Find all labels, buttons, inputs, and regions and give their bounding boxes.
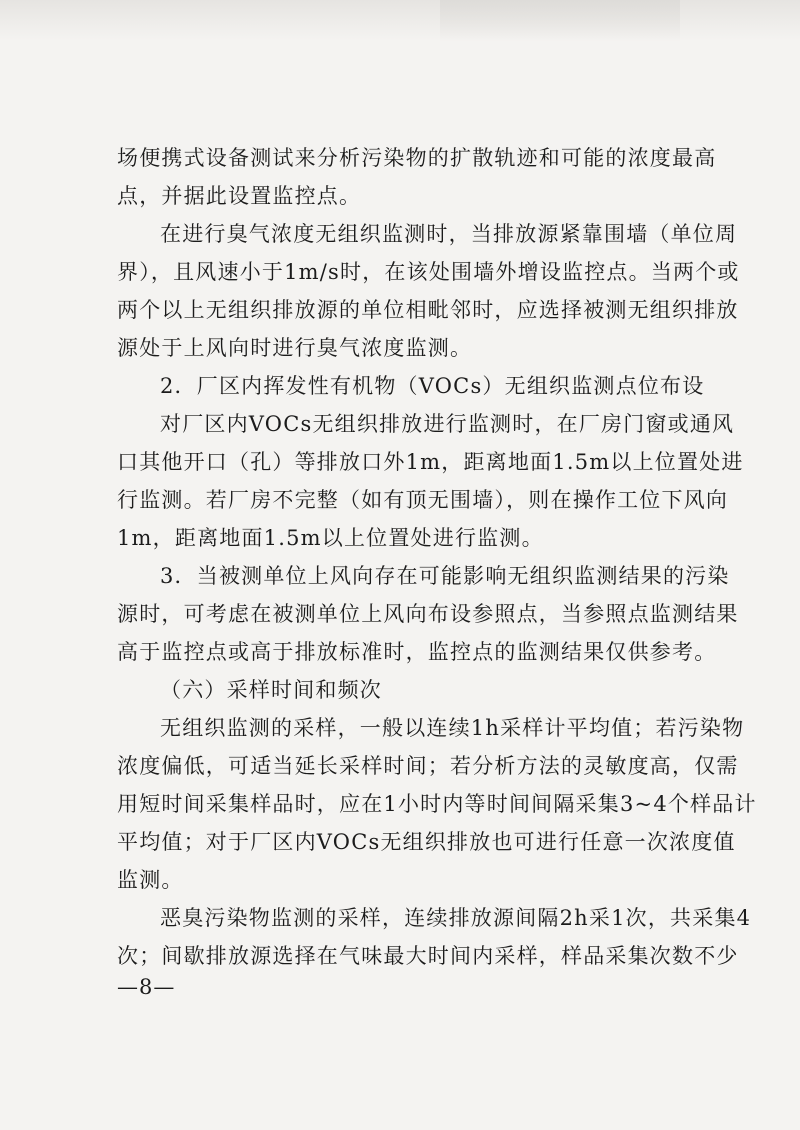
text-line-5: 两个以上无组织排放源的单位相毗邻时，应选择被测无组织排放 [117,298,739,322]
section-heading-3: 3．当被测单位上风向存在可能影响无组织监测结果的污染 [160,564,730,588]
text-line-9: 口其他开口（孔）等排放口外1m，距离地面1.5m以上位置处进 [117,450,744,474]
text-line-18: 用短时间采集样品时，应在1小时内等时间间隔采集3~4个样品计 [117,792,757,816]
text-line-21: 恶臭污染物监测的采样，连续排放源间隔2h采1次，共采集4 [160,906,752,930]
text-line-14: 高于监控点或高于排放标准时，监控点的监测结果仅供参考。 [117,640,717,664]
text-line-20: 监测。 [117,868,184,892]
page-number: —8— [117,975,176,999]
text-line-11: 1m，距离地面1.5m以上位置处进行监测。 [117,526,544,550]
section-heading-2: 2．厂区内挥发性有机物（VOCs）无组织监测点位布设 [160,374,705,398]
text-line-8: 对厂区内VOCs无组织排放进行监测时，在厂房门窗或通风 [160,412,735,436]
text-line-13: 源时，可考虑在被测单位上风向布设参照点，当参照点监测结果 [117,602,739,626]
text-line-19: 平均值；对于厂区内VOCs无组织排放也可进行任意一次浓度值 [117,830,736,854]
text-line-6: 源处于上风向时进行臭气浓度监测。 [117,336,473,360]
text-line-22: 次；间歇排放源选择在气味最大时间内采样，样品采集次数不少 [117,944,739,968]
text-line-3: 在进行臭气浓度无组织监测时，当排放源紧靠围墙（单位周 [160,222,738,246]
text-line-16: 无组织监测的采样，一般以连续1h采样计平均值；若污染物 [160,716,745,740]
text-line-10: 行监测。若厂房不完整（如有顶无围墙），则在操作工位下风向 [117,488,729,512]
text-line-4: 界），且风速小于1m/s时，在该处围墙外增设监控点。当两个或 [117,260,740,284]
text-line-2: 点，并据此设置监控点。 [117,184,362,208]
section-heading-6: （六）采样时间和频次 [160,678,382,702]
text-line-1: 场便携式设备测试来分析污染物的扩散轨迹和可能的浓度最高 [117,146,717,170]
text-line-17: 浓度偏低，可适当延长采样时间；若分析方法的灵敏度高，仅需 [117,754,739,778]
